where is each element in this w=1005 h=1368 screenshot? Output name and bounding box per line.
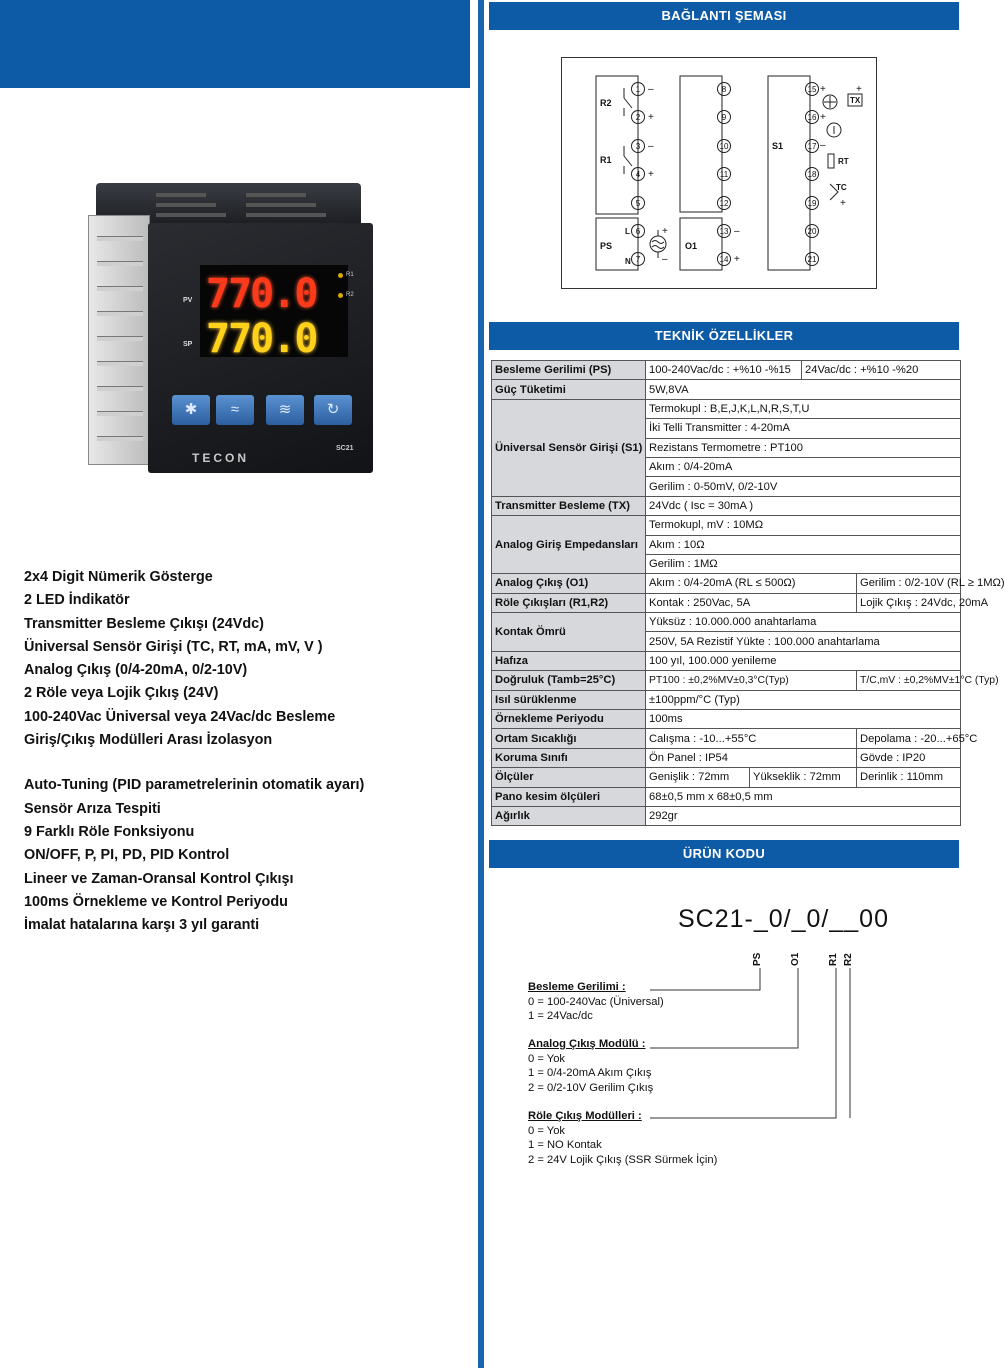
spec-value: 100ms: [646, 710, 961, 729]
spec-value: Genişlik : 72mm: [646, 768, 750, 787]
svg-text:+: +: [734, 254, 740, 265]
code-option: 2 = 0/2-10V Gerilim Çıkış: [528, 1081, 654, 1094]
terminal-8: 8: [721, 85, 727, 94]
table-row: [492, 671, 961, 690]
terminal-17: 17: [807, 142, 817, 151]
terminal-15: 15: [807, 85, 817, 94]
table-row: [492, 361, 961, 380]
spec-value: T/C,mV : ±0,2%MV±1°C (Typ): [857, 671, 961, 690]
spec-value: Akım : 0/4-20mA (RL ≤ 500Ω): [646, 574, 857, 593]
spec-value: 24Vac/dc : +%10 -%20: [802, 361, 961, 380]
feature-item: 100-240Vac Üniversal veya 24Vac/dc Besleme: [24, 708, 336, 725]
spec-value: Termokupl : B,E,J,K,L,N,R,S,T,U: [646, 399, 961, 418]
spec-value: Termokupl, mV : 10MΩ: [646, 516, 961, 535]
spec-label: Besleme Gerilimi (PS): [492, 361, 646, 380]
spec-label: Ortam Sıcaklığı: [492, 729, 646, 748]
enter-key-icon: ↻: [314, 395, 352, 425]
table-row: [492, 496, 961, 515]
feature-item: Analog Çıkış (0/4-20mA, 0/2-10V): [24, 662, 248, 679]
wiring-svg: [562, 58, 878, 290]
spec-value: Calışma : -10...+55°C: [646, 729, 857, 748]
code-label-o1: O1: [790, 952, 801, 966]
schema-label-rt: RT: [838, 157, 849, 166]
spec-label: Isıl sürüklenme: [492, 690, 646, 709]
svg-text:–: –: [734, 226, 740, 237]
terminal-2: 2: [635, 113, 641, 122]
feature-item: Lineer ve Zaman-Oransal Kontrol Çıkışı: [24, 870, 294, 887]
terminal-20: 20: [807, 227, 817, 236]
product-code-header: ÜRÜN KODU: [489, 840, 959, 868]
terminal-14: 14: [719, 255, 729, 264]
code-label-r1: R1: [828, 953, 839, 966]
table-row: [492, 748, 961, 767]
code-option: 0 = 100-240Vac (Üniversal): [528, 995, 664, 1008]
terminal-5: 5: [635, 199, 641, 208]
spec-value: Lojik Çıkış : 24Vdc, 20mA: [857, 593, 961, 612]
code-option: 1 = 0/4-20mA Akım Çıkış: [528, 1067, 652, 1079]
spec-value: ±100ppm/°C (Typ): [646, 690, 961, 709]
feature-item: Sensör Arıza Tespiti: [24, 800, 161, 817]
spec-value: Ön Panel : IP54: [646, 748, 857, 767]
product-code-title: SC21-_0/_0/__00: [678, 905, 889, 933]
svg-text:–: –: [662, 254, 668, 265]
table-row: [492, 729, 961, 748]
pv-value: 770.0: [206, 271, 317, 317]
table-row: [492, 574, 961, 593]
svg-text:+: +: [820, 112, 826, 123]
table-row: [492, 651, 961, 670]
table-row: [492, 516, 961, 535]
svg-text:–: –: [648, 84, 654, 95]
svg-text:+: +: [648, 169, 654, 180]
spec-value: 68±0,5 mm x 68±0,5 mm: [646, 787, 961, 806]
up-key-icon: ≈: [216, 395, 254, 425]
spec-value: Gerilim : 1MΩ: [646, 554, 961, 573]
spec-label: Pano kesim ölçüleri: [492, 787, 646, 806]
terminal-16: 16: [807, 113, 817, 122]
schema-label-tc: TC: [836, 183, 847, 192]
device-image: [88, 183, 373, 478]
column-divider: [478, 0, 484, 1368]
table-row: [492, 380, 961, 399]
feature-item: Üniversal Sensör Girişi (TC, RT, mA, mV, V ): [24, 638, 323, 655]
spec-label: Röle Çıkışları (R1,R2): [492, 593, 646, 612]
spec-label: Güç Tüketimi: [492, 380, 646, 399]
code-option: 1 = NO Kontak: [528, 1139, 602, 1151]
spec-value: Akım : 0/4-20mA: [646, 457, 961, 476]
spec-value: Akım : 10Ω: [646, 535, 961, 554]
code-block-title: Röle Çıkış Modülleri :: [528, 1110, 642, 1122]
code-block-title: Besleme Gerilimi :: [528, 981, 626, 993]
svg-text:+: +: [820, 84, 826, 95]
feature-item: 2x4 Digit Nümerik Gösterge: [24, 569, 213, 585]
code-block-supply: [528, 980, 664, 1024]
code-block-title: Analog Çıkış Modülü :: [528, 1038, 646, 1050]
terminal-6: 6: [635, 227, 641, 236]
terminal-10: 10: [719, 142, 729, 151]
feature-item: 9 Farklı Röle Fonksiyonu: [24, 823, 195, 840]
terminal-11: 11: [719, 170, 729, 179]
code-option: 1 = 24Vac/dc: [528, 1010, 593, 1022]
spec-label: Koruma Sınıfı: [492, 748, 646, 767]
code-label-r2: R2: [843, 953, 854, 966]
svg-text:–: –: [648, 141, 654, 152]
spec-value: Depolama : -20...+65°C: [857, 729, 961, 748]
spec-value: Kontak : 250Vac, 5A: [646, 593, 857, 612]
spec-label: Transmitter Besleme (TX): [492, 496, 646, 515]
set-key-icon: ✱: [172, 395, 210, 425]
feature-item: Giriş/Çıkış Modülleri Arası İzolasyon: [24, 732, 273, 749]
spec-value: 5W,8VA: [646, 380, 961, 399]
spec-value: 24Vdc ( Isc = 30mA ): [646, 496, 961, 515]
svg-text:+: +: [856, 84, 862, 95]
schema-label-l: L: [625, 227, 630, 236]
terminal-9: 9: [721, 113, 727, 122]
terminal-18: 18: [807, 170, 817, 179]
svg-text:+: +: [662, 226, 668, 237]
table-row: [492, 690, 961, 709]
terminal-12: 12: [719, 199, 729, 208]
table-row: [492, 768, 961, 787]
feature-item: İmalat hatalarına karşı 3 yıl garanti: [24, 917, 260, 934]
spec-value: Gövde : IP20: [857, 748, 961, 767]
device-brand: TECON: [192, 451, 249, 465]
terminal-21: 21: [807, 255, 817, 264]
led-r1-icon: [338, 273, 343, 278]
header-band: [0, 0, 470, 88]
code-block-relay: [528, 1109, 717, 1167]
sp-value: 770.0: [206, 316, 317, 362]
spec-label: Ölçüler: [492, 768, 646, 787]
spec-label: Analog Çıkış (O1): [492, 574, 646, 593]
feature-list: [24, 566, 364, 937]
table-row: [492, 399, 961, 418]
terminal-19: 19: [807, 199, 817, 208]
code-option: 2 = 24V Lojik Çıkış (SSR Sürmek İçin): [528, 1153, 718, 1166]
spec-value: Rezistans Termometre : PT100: [646, 438, 961, 457]
svg-text:+: +: [840, 198, 846, 209]
code-block-analog: [528, 1037, 653, 1095]
terminal-13: 13: [719, 227, 729, 236]
spec-label: Kontak Ömrü: [492, 613, 646, 652]
schema-label-n: N: [625, 257, 631, 266]
spec-value: İki Telli Transmitter : 4-20mA: [646, 419, 961, 438]
svg-text:–: –: [820, 140, 826, 151]
spec-label: Doğruluk (Tamb=25°C): [492, 671, 646, 690]
feature-item: ON/OFF, P, PI, PD, PID Kontrol: [24, 847, 230, 864]
device-model: SC21: [336, 445, 354, 452]
spec-value: Gerilim : 0-50mV, 0/2-10V: [646, 477, 961, 496]
spec-label: Ağırlık: [492, 806, 646, 825]
table-row: [492, 613, 961, 632]
schema-label-o1: O1: [685, 241, 698, 251]
tech-spec-table: [491, 360, 1005, 826]
schema-label-r2: R2: [600, 98, 612, 108]
schema-label-ps: PS: [600, 241, 613, 251]
feature-item: 2 LED İndikatör: [24, 592, 130, 609]
device-side: [88, 215, 150, 465]
spec-label: Hafıza: [492, 651, 646, 670]
terminal-4: 4: [635, 170, 641, 179]
feature-item: Auto-Tuning (PID parametrelerinin otomatik ayarı): [24, 777, 365, 794]
spec-value: 100 yıl, 100.000 yenileme: [646, 651, 961, 670]
spec-value: Derinlik : 110mm: [857, 768, 961, 787]
terminal-1: 1: [635, 85, 641, 94]
spec-label: Analog Giriş Empedansları: [492, 516, 646, 574]
spec-value: PT100 : ±0,2%MV±0,3°C(Typ): [646, 671, 857, 690]
terminal-7: 7: [635, 255, 641, 264]
led-r2-icon: [338, 293, 343, 298]
table-row: [492, 710, 961, 729]
spec-value: 292gr: [646, 806, 961, 825]
spec-label: Örnekleme Periyodu: [492, 710, 646, 729]
code-option: 0 = Yok: [528, 1124, 566, 1137]
code-label-ps: PS: [752, 952, 763, 966]
led-r2-label: R2: [346, 292, 354, 298]
spec-value: 250V, 5A Rezistif Yükte : 100.000 anahtarlama: [646, 632, 961, 651]
down-key-icon: ≋: [266, 395, 304, 425]
feature-item: Transmitter Besleme Çıkışı (24Vdc): [24, 615, 264, 632]
led-r1-label: R1: [346, 272, 354, 278]
feature-item: 100ms Örnekleme ve Kontrol Periyodu: [24, 893, 288, 910]
spec-value: Yükseklik : 72mm: [750, 768, 857, 787]
tech-header: TEKNİK ÖZELLİKLER: [489, 322, 959, 350]
spec-value: Gerilim : 0/2-10V (RL ≥ 1MΩ): [857, 574, 961, 593]
code-option: 0 = Yok: [528, 1052, 566, 1065]
terminal-3: 3: [635, 142, 641, 151]
wiring-diagram: [561, 57, 877, 289]
schema-label-r1: R1: [600, 155, 612, 165]
table-row: [492, 787, 961, 806]
table-row: [492, 806, 961, 825]
sp-label: SP: [183, 341, 193, 348]
schema-label-s1: S1: [772, 141, 784, 151]
schema-header: BAĞLANTI ŞEMASI: [489, 2, 959, 30]
table-row: [492, 593, 961, 612]
svg-text:+: +: [648, 112, 654, 123]
schema-label-tx: TX: [850, 96, 861, 105]
pv-label: PV: [183, 297, 193, 304]
spec-label: Üniversal Sensör Girişi (S1): [492, 399, 646, 496]
spec-value: 100-240Vac/dc : +%10 -%15: [646, 361, 802, 380]
feature-item: 2 Röle veya Lojik Çıkış (24V): [24, 685, 219, 702]
spec-value: Yüksüz : 10.000.000 anahtarlama: [646, 613, 961, 632]
